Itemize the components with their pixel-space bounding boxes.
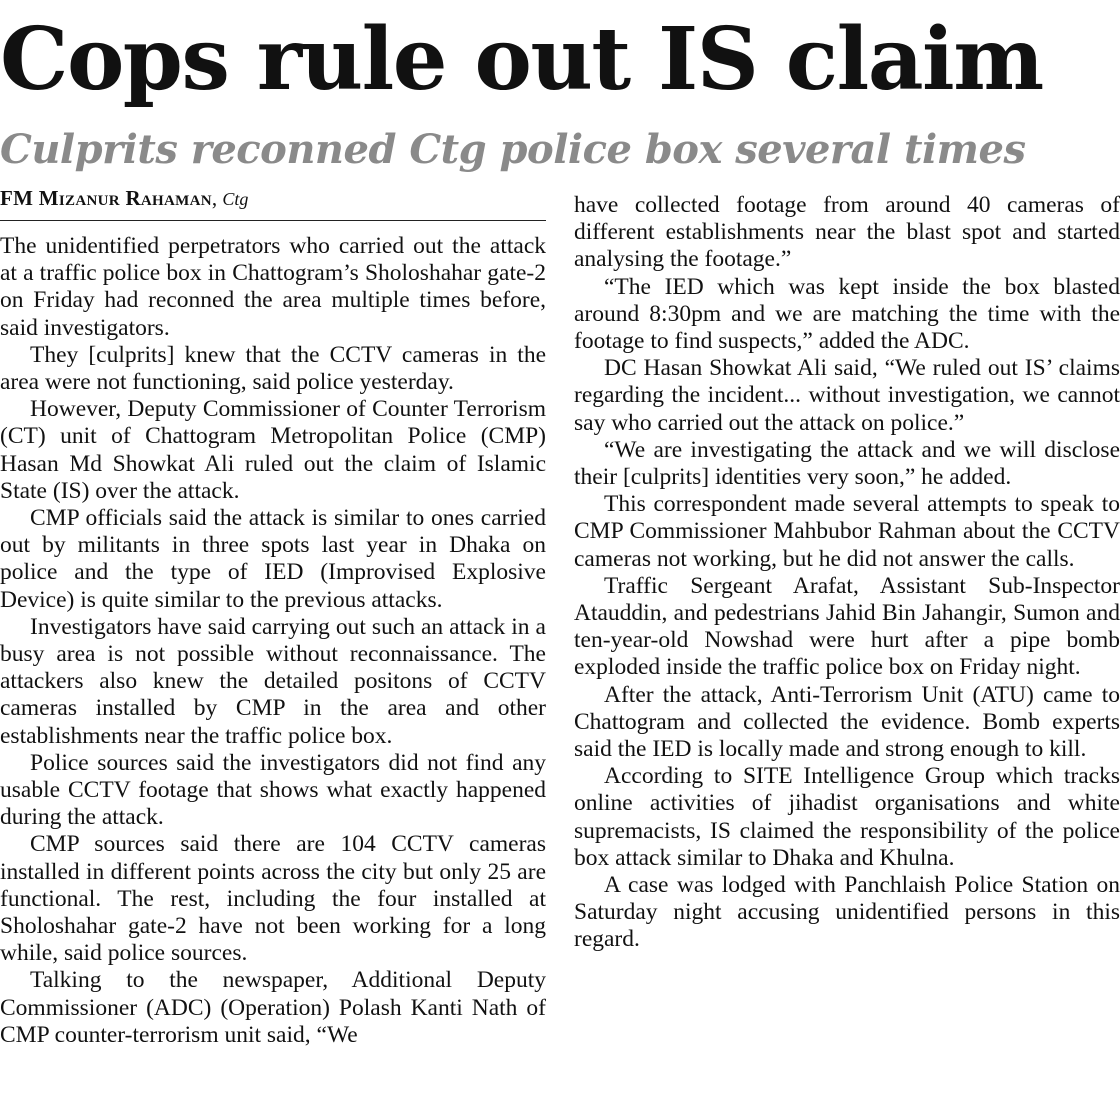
paragraph: The unidentified perpetrators who carried out the attack at a traffic police box in Chattogram’s Sholoshahar gate-2 on Friday had reconned the area multiple times before, said investigators.: [0, 233, 546, 341]
paragraph: Investigators have said carrying out such an attack in a busy area is not possible without reconnaissance. The attackers also knew the detailed positons of CCTV cameras installed by CMP in the area and other establishments near the traffic police box.: [0, 613, 546, 749]
paragraph: This correspondent made several attempts to speak to CMP Commissioner Mahbubor Rahman about the CCTV cameras not working, but he did not answer the calls.: [574, 491, 1120, 572]
paragraph: According to SITE Intelligence Group which tracks online activities of jihadist organisations and white supremacists, IS claimed the responsibility of the police box attack similar to Dhaka and Khulna.: [574, 763, 1120, 871]
paragraph: Police sources said the investigators did not find any usable CCTV footage that shows what exactly happened during the attack.: [0, 749, 546, 831]
paragraph: They [culprits] knew that the CCTV cameras in the area were not functioning, said police yesterday.: [0, 341, 546, 396]
article-column-left: [0, 233, 546, 1049]
paragraph: DC Hasan Showkat Ali said, “We ruled out IS’ claims regarding the incident... without investigation, we cannot say who carried out the attack on police.”: [574, 355, 1120, 436]
paragraph: After the attack, Anti-Terrorism Unit (ATU) came to Chattogram and collected the evidence. Bomb experts said the IED is locally made and strong enough to kill.: [574, 681, 1120, 763]
subheadline: Culprits reconned Ctg police box several times: [0, 126, 1026, 173]
article-column-right: [574, 192, 1120, 954]
byline-divider: [0, 220, 546, 221]
paragraph: Traffic Sergeant Arafat, Assistant Sub-Inspector Atauddin, and pedestrians Jahid Bin Jahangir, Sumon and ten-year-old Nowshad were hurt after a pipe bomb exploded inside the traffic police box on Friday night.: [574, 572, 1120, 681]
paragraph: A case was lodged with Panchlaish Police Station on Saturday night accusing unidentified persons in this regard.: [574, 872, 1120, 953]
byline-author: FM Mizanur Rahaman: [0, 186, 212, 210]
paragraph: “The IED which was kept inside the box blasted around 8:30pm and we are matching the time with the footage to find suspects,” added the ADC.: [574, 273, 1120, 355]
paragraph: Talking to the newspaper, Additional Deputy Commissioner (ADC) (Operation) Polash Kanti Nath of CMP counter-terrorism unit said, “We: [0, 967, 546, 1048]
byline-location: Ctg: [222, 189, 249, 209]
paragraph: CMP sources said there are 104 CCTV cameras installed in different points across the city but only 25 are functional. The rest, including the four installed at Sholoshahar gate-2 have not been working for a long while, said police sources.: [0, 831, 546, 967]
byline-separator: ,: [211, 186, 223, 210]
headline: Cops rule out IS claim: [0, 9, 1043, 110]
paragraph: have collected footage from around 40 cameras of different establishments near the blast spot and started analysing the footage.”: [574, 192, 1120, 273]
paragraph: CMP officials said the attack is similar to ones carried out by militants in three spots last year in Dhaka on police and the type of IED (Improvised Explosive Device) is quite similar to the previous attacks.: [0, 505, 546, 613]
paragraph: However, Deputy Commissioner of Counter Terrorism (CT) unit of Chattogram Metropolitan Police (CMP) Hasan Md Showkat Ali ruled out the claim of Islamic State (IS) over the attack.: [0, 396, 546, 504]
paragraph: “We are investigating the attack and we will disclose their [culprits] identities very soon,” he added.: [574, 436, 1120, 491]
byline: [0, 184, 546, 214]
